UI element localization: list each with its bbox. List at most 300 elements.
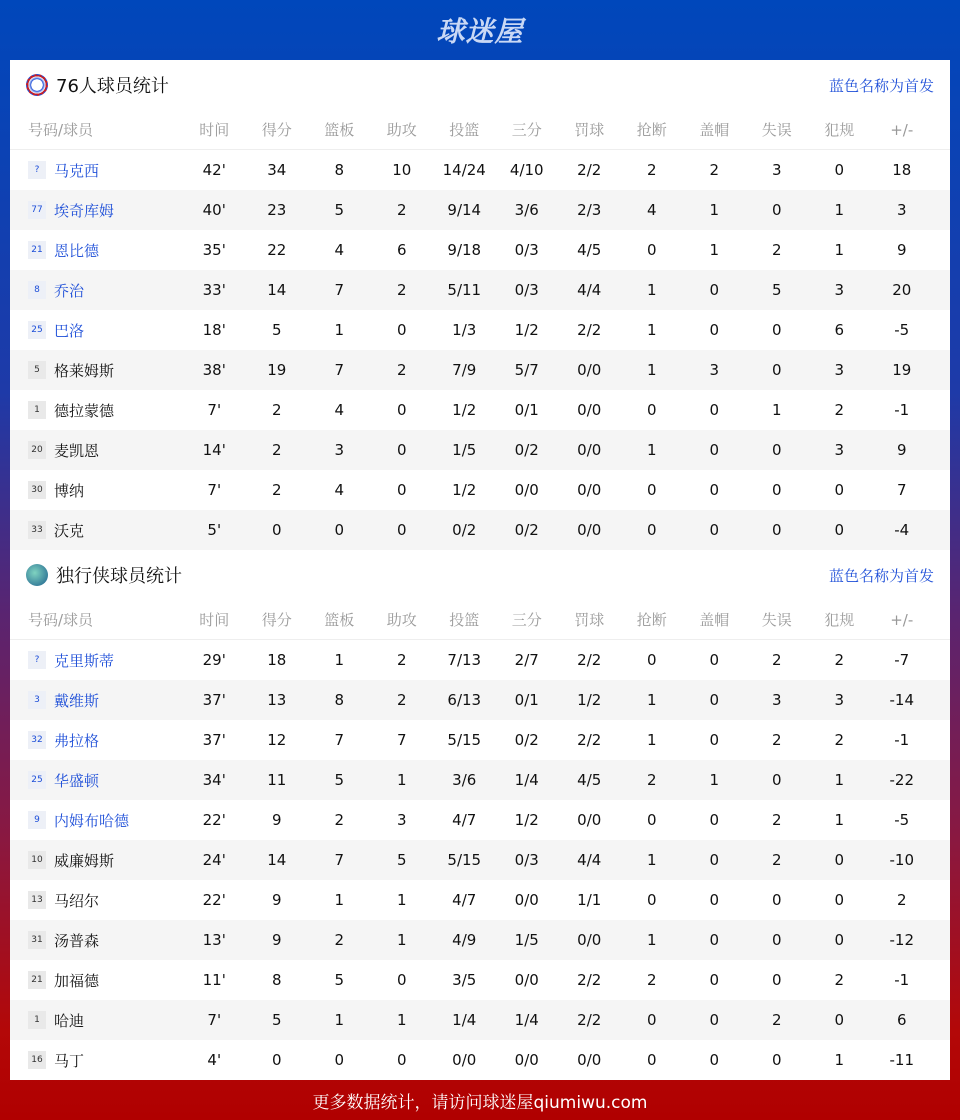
stat-3p: 2/7	[514, 651, 539, 669]
stat-pf: 3	[834, 281, 845, 299]
table-row[interactable]	[10, 190, 950, 230]
stat-blk: 0	[709, 481, 720, 499]
stat-fg: 1/5	[452, 441, 477, 459]
stat-reb: 1	[334, 321, 345, 339]
stat-ast: 2	[396, 651, 407, 669]
stat-tov: 0	[771, 481, 782, 499]
stat-pts: 19	[267, 361, 287, 379]
stat-time: 7'	[207, 401, 222, 419]
stat-fg: 1/2	[452, 481, 477, 499]
stat-pm: -7	[894, 651, 910, 669]
jersey-number: 9	[28, 811, 46, 829]
player-name[interactable]: 乔治	[54, 281, 85, 300]
stat-time: 40'	[202, 201, 226, 219]
stat-pf: 1	[834, 1051, 845, 1069]
stat-pm: 19	[892, 361, 912, 379]
player-name[interactable]: 威廉姆斯	[54, 851, 115, 870]
stat-tov: 2	[771, 241, 782, 259]
stat-ft: 2/2	[577, 321, 602, 339]
stat-pf: 3	[834, 441, 845, 459]
stat-blk: 0	[709, 971, 720, 989]
stat-reb: 1	[334, 651, 345, 669]
stat-tov: 0	[771, 971, 782, 989]
stat-stl: 1	[646, 731, 657, 749]
stat-pts: 9	[271, 891, 282, 909]
stat-stl: 0	[646, 521, 657, 539]
stat-3p: 0/2	[514, 521, 539, 539]
stat-blk: 0	[709, 691, 720, 709]
stat-fg: 7/13	[447, 651, 482, 669]
table-row[interactable]	[10, 880, 950, 920]
jersey-number: 1	[28, 401, 46, 419]
player-name[interactable]: 沃克	[54, 521, 85, 540]
column-header: 三分	[511, 121, 542, 139]
stat-ft: 2/2	[577, 161, 602, 179]
stat-reb: 1	[334, 891, 345, 909]
jersey-number: 32	[28, 731, 46, 749]
column-header: 失误	[761, 121, 792, 139]
stat-pf: 0	[834, 891, 845, 909]
stat-ft: 2/2	[577, 651, 602, 669]
stat-fg: 0/2	[452, 521, 477, 539]
stat-3p: 0/0	[514, 971, 539, 989]
stat-pm: -4	[894, 521, 910, 539]
stat-stl: 1	[646, 441, 657, 459]
column-header: 犯规	[824, 611, 855, 629]
stat-fg: 1/3	[452, 321, 477, 339]
table-row[interactable]	[10, 920, 950, 960]
stat-stl: 1	[646, 931, 657, 949]
stat-3p: 0/0	[514, 481, 539, 499]
stat-ft: 4/4	[577, 281, 602, 299]
jersey-number: 25	[28, 771, 46, 789]
stat-time: 13'	[202, 931, 226, 949]
stat-pf: 3	[834, 361, 845, 379]
stat-pm: -1	[894, 731, 910, 749]
stat-pm: 2	[896, 891, 907, 909]
stat-time: 7'	[207, 1011, 222, 1029]
table-row[interactable]	[10, 150, 950, 190]
site-logo: 球迷屋	[436, 15, 524, 48]
stat-time: 24'	[202, 851, 226, 869]
table-row[interactable]	[10, 720, 950, 760]
stat-reb: 4	[334, 401, 345, 419]
stat-ast: 2	[396, 361, 407, 379]
stat-3p: 0/3	[514, 281, 539, 299]
stat-ft: 1/1	[577, 891, 602, 909]
starter-hint: 蓝色名称为首发	[828, 76, 934, 95]
stat-ast: 1	[396, 771, 407, 789]
stat-reb: 0	[334, 521, 345, 539]
stat-pm: 9	[896, 241, 907, 259]
stat-tov: 1	[771, 401, 782, 419]
stat-tov: 0	[771, 771, 782, 789]
stat-pf: 2	[834, 651, 845, 669]
stat-blk: 0	[709, 931, 720, 949]
stat-time: 7'	[207, 481, 222, 499]
stat-pf: 1	[834, 241, 845, 259]
stat-pm: 3	[896, 201, 907, 219]
column-header: 犯规	[824, 121, 855, 139]
player-name[interactable]: 德拉蒙德	[54, 401, 115, 420]
stat-ast: 7	[396, 731, 407, 749]
stat-ast: 5	[396, 851, 407, 869]
stat-time: 22'	[202, 891, 226, 909]
stat-3p: 0/3	[514, 851, 539, 869]
stat-pf: 6	[834, 321, 845, 339]
table-row[interactable]	[10, 310, 950, 350]
table-row[interactable]	[10, 1040, 950, 1080]
stat-blk: 0	[709, 1011, 720, 1029]
jersey-number: 20	[28, 441, 46, 459]
stat-fg: 9/18	[447, 241, 482, 259]
stat-ast: 10	[392, 161, 412, 179]
stat-fg: 4/7	[452, 891, 477, 909]
stat-time: 38'	[202, 361, 226, 379]
table-row[interactable]	[10, 270, 950, 310]
stat-reb: 7	[334, 731, 345, 749]
stat-stl: 1	[646, 691, 657, 709]
stat-ast: 0	[396, 971, 407, 989]
table-header	[10, 110, 950, 150]
stat-pm: 9	[896, 441, 907, 459]
stat-fg: 3/5	[452, 971, 477, 989]
stat-ft: 1/2	[577, 691, 602, 709]
column-header: 抢断	[636, 611, 667, 629]
stat-pf: 0	[834, 481, 845, 499]
table-row[interactable]	[10, 350, 950, 390]
stat-pf: 0	[834, 521, 845, 539]
stat-tov: 5	[771, 281, 782, 299]
jersey-number: 16	[28, 1051, 46, 1069]
table-row[interactable]	[10, 800, 950, 840]
jersey-number: 5	[28, 361, 46, 379]
jersey-number: 33	[28, 521, 46, 539]
stat-ast: 0	[396, 481, 407, 499]
table-row[interactable]	[10, 760, 950, 800]
stat-time: 35'	[202, 241, 226, 259]
stat-pts: 22	[267, 241, 287, 259]
stat-tov: 2	[771, 1011, 782, 1029]
player-name[interactable]: 内姆布哈德	[54, 811, 130, 830]
player-name[interactable]: 汤普森	[54, 931, 100, 950]
stat-tov: 2	[771, 651, 782, 669]
stat-pf: 0	[834, 931, 845, 949]
stat-pm: 18	[892, 161, 912, 179]
stat-3p: 1/2	[514, 811, 539, 829]
stat-ft: 0/0	[577, 811, 602, 829]
stat-pm: 7	[896, 481, 907, 499]
stat-3p: 0/0	[514, 1051, 539, 1069]
stat-fg: 7/9	[452, 361, 477, 379]
player-name[interactable]: 克里斯蒂	[54, 651, 115, 670]
stat-stl: 2	[646, 161, 657, 179]
stat-stl: 1	[646, 851, 657, 869]
stat-tov: 0	[771, 521, 782, 539]
column-header: 号码/球员	[28, 611, 94, 629]
player-name[interactable]: 华盛顿	[54, 771, 100, 790]
stat-pm: -5	[894, 321, 910, 339]
stat-time: 11'	[202, 971, 226, 989]
stat-stl: 1	[646, 281, 657, 299]
table-row[interactable]	[10, 640, 950, 680]
stat-pts: 13	[267, 691, 287, 709]
stat-ft: 2/2	[577, 731, 602, 749]
stat-tov: 0	[771, 1051, 782, 1069]
stat-blk: 0	[709, 321, 720, 339]
stat-fg: 4/9	[452, 931, 477, 949]
jersey-number: 3	[28, 691, 46, 709]
column-header: 投篮	[449, 611, 480, 629]
player-name[interactable]: 弗拉格	[54, 731, 100, 750]
stat-blk: 0	[709, 811, 720, 829]
stat-pm: -1	[894, 971, 910, 989]
column-header: 罚球	[574, 611, 605, 629]
stat-blk: 0	[709, 1051, 720, 1069]
stat-3p: 1/4	[514, 1011, 539, 1029]
stat-pts: 34	[267, 161, 287, 179]
stat-pm: -14	[889, 691, 914, 709]
column-header: 篮板	[324, 611, 355, 629]
stat-pm: -1	[894, 401, 910, 419]
player-name[interactable]: 马丁	[54, 1051, 85, 1070]
stat-time: 33'	[202, 281, 226, 299]
stat-pm: -22	[889, 771, 914, 789]
stat-3p: 0/3	[514, 241, 539, 259]
stat-pts: 2	[271, 401, 282, 419]
stat-blk: 0	[709, 441, 720, 459]
starter-hint: 蓝色名称为首发	[828, 566, 934, 585]
stat-ast: 2	[396, 281, 407, 299]
stat-reb: 8	[334, 691, 345, 709]
stat-ft: 0/0	[577, 1051, 602, 1069]
player-name[interactable]: 戴维斯	[54, 691, 100, 710]
jersey-number: 25	[28, 321, 46, 339]
stat-pts: 14	[267, 281, 287, 299]
table-row[interactable]	[10, 470, 950, 510]
table-row[interactable]	[10, 840, 950, 880]
stat-ast: 1	[396, 891, 407, 909]
stat-pm: -11	[889, 1051, 914, 1069]
jersey-number: 8	[28, 281, 46, 299]
stat-pts: 5	[271, 321, 282, 339]
stat-tov: 2	[771, 731, 782, 749]
stat-reb: 4	[334, 481, 345, 499]
stat-ft: 0/0	[577, 401, 602, 419]
stat-ft: 0/0	[577, 931, 602, 949]
table-header	[10, 600, 950, 640]
stat-stl: 4	[646, 201, 657, 219]
team-logo-icon	[26, 564, 48, 586]
table-row[interactable]	[10, 230, 950, 270]
player-name[interactable]: 加福德	[54, 971, 100, 990]
stat-3p: 1/4	[514, 771, 539, 789]
stat-blk: 1	[709, 241, 720, 259]
player-name[interactable]: 马绍尔	[54, 891, 100, 910]
team-section	[10, 550, 950, 1080]
stat-stl: 1	[646, 321, 657, 339]
table-row[interactable]	[10, 960, 950, 1000]
stat-blk: 3	[709, 361, 720, 379]
stat-tov: 2	[771, 851, 782, 869]
jersey-number: 31	[28, 931, 46, 949]
player-name[interactable]: 巴洛	[54, 321, 85, 340]
player-name[interactable]: 麦凯恩	[54, 441, 100, 460]
stat-pf: 1	[834, 201, 845, 219]
stat-stl: 0	[646, 891, 657, 909]
stat-pf: 1	[834, 771, 845, 789]
stat-pts: 2	[271, 441, 282, 459]
stat-pts: 11	[267, 771, 287, 789]
stat-fg: 5/15	[447, 851, 482, 869]
section-header	[10, 60, 950, 110]
jersey-number: ?	[28, 161, 46, 179]
table-row[interactable]	[10, 680, 950, 720]
table-row[interactable]	[10, 430, 950, 470]
stat-ft: 0/0	[577, 441, 602, 459]
stat-pf: 0	[834, 1011, 845, 1029]
footer-text: 更多数据统计，请访问球迷屋qiumiwu.com	[312, 1092, 648, 1113]
table-row[interactable]	[10, 390, 950, 430]
stat-tov: 2	[771, 811, 782, 829]
stat-reb: 1	[334, 1011, 345, 1029]
stat-pts: 23	[267, 201, 287, 219]
column-header: 号码/球员	[28, 121, 94, 139]
stat-pts: 8	[271, 971, 282, 989]
player-name[interactable]: 格莱姆斯	[54, 361, 115, 380]
column-header: 失误	[761, 611, 792, 629]
column-header: 时间	[199, 121, 230, 139]
stat-stl: 2	[646, 771, 657, 789]
stat-stl: 0	[646, 811, 657, 829]
stat-pts: 0	[271, 521, 282, 539]
stat-3p: 0/2	[514, 731, 539, 749]
stat-reb: 7	[334, 851, 345, 869]
stat-ft: 4/5	[577, 241, 602, 259]
column-header: 篮板	[324, 121, 355, 139]
stat-pts: 2	[271, 481, 282, 499]
stat-3p: 3/6	[514, 201, 539, 219]
stat-ast: 1	[396, 931, 407, 949]
stat-blk: 0	[709, 731, 720, 749]
stat-reb: 5	[334, 771, 345, 789]
jersey-number: 77	[28, 201, 46, 219]
stat-pts: 0	[271, 1051, 282, 1069]
jersey-number: 1	[28, 1011, 46, 1029]
team-section	[10, 60, 950, 550]
stat-fg: 14/24	[442, 161, 486, 179]
column-header: 时间	[199, 611, 230, 629]
stat-tov: 0	[771, 891, 782, 909]
stat-pm: -5	[894, 811, 910, 829]
player-name[interactable]: 哈迪	[54, 1011, 85, 1030]
stat-time: 42'	[202, 161, 226, 179]
stat-blk: 0	[709, 651, 720, 669]
stat-blk: 1	[709, 201, 720, 219]
stat-3p: 1/2	[514, 321, 539, 339]
stat-stl: 0	[646, 1051, 657, 1069]
stat-ast: 2	[396, 201, 407, 219]
stat-tov: 0	[771, 931, 782, 949]
stat-time: 34'	[202, 771, 226, 789]
stat-reb: 5	[334, 971, 345, 989]
player-name[interactable]: 马克西	[54, 161, 100, 180]
stat-pf: 1	[834, 811, 845, 829]
site-header	[0, 0, 960, 60]
stat-pts: 5	[271, 1011, 282, 1029]
table-row[interactable]	[10, 1000, 950, 1040]
column-header: 抢断	[636, 121, 667, 139]
stat-ft: 0/0	[577, 361, 602, 379]
stat-pts: 14	[267, 851, 287, 869]
stat-fg: 6/13	[447, 691, 482, 709]
stat-ast: 1	[396, 1011, 407, 1029]
stat-ast: 0	[396, 401, 407, 419]
jersey-number: ?	[28, 651, 46, 669]
stat-fg: 0/0	[452, 1051, 477, 1069]
stat-stl: 1	[646, 361, 657, 379]
stat-pm: -12	[889, 931, 914, 949]
stat-3p: 0/1	[514, 691, 539, 709]
jersey-number: 21	[28, 971, 46, 989]
stat-3p: 0/0	[514, 891, 539, 909]
stat-pf: 2	[834, 401, 845, 419]
stat-tov: 3	[771, 161, 782, 179]
stat-blk: 0	[709, 521, 720, 539]
stat-pm: 20	[892, 281, 912, 299]
stat-reb: 0	[334, 1051, 345, 1069]
column-header: 助攻	[386, 121, 417, 139]
stat-stl: 2	[646, 971, 657, 989]
stat-3p: 1/5	[514, 931, 539, 949]
column-header: 得分	[261, 611, 292, 629]
stat-3p: 0/1	[514, 401, 539, 419]
player-name[interactable]: 博纳	[54, 481, 85, 500]
stat-pm: -10	[889, 851, 914, 869]
stat-pts: 9	[271, 931, 282, 949]
stat-tov: 0	[771, 441, 782, 459]
section-title: 76人球员统计	[56, 76, 169, 97]
stat-time: 22'	[202, 811, 226, 829]
stat-time: 14'	[202, 441, 226, 459]
stat-tov: 0	[771, 321, 782, 339]
column-header: +/-	[890, 120, 914, 139]
stat-reb: 3	[334, 441, 345, 459]
stat-stl: 0	[646, 481, 657, 499]
stat-3p: 4/10	[509, 161, 544, 179]
stat-reb: 7	[334, 281, 345, 299]
stat-time: 37'	[202, 691, 226, 709]
column-header: 三分	[511, 611, 542, 629]
stat-pm: 6	[896, 1011, 907, 1029]
stat-blk: 0	[709, 401, 720, 419]
stat-blk: 1	[709, 771, 720, 789]
player-name[interactable]: 埃奇库姆	[54, 201, 115, 220]
team-logo-icon	[26, 74, 48, 96]
stat-ast: 0	[396, 441, 407, 459]
stat-pts: 18	[267, 651, 287, 669]
stat-reb: 8	[334, 161, 345, 179]
stat-reb: 7	[334, 361, 345, 379]
stat-time: 4'	[207, 1051, 222, 1069]
stat-fg: 3/6	[452, 771, 477, 789]
stat-time: 18'	[202, 321, 226, 339]
column-header: 盖帽	[699, 611, 730, 629]
player-name[interactable]: 恩比德	[54, 241, 100, 260]
stat-stl: 0	[646, 651, 657, 669]
table-row[interactable]	[10, 510, 950, 550]
stat-time: 29'	[202, 651, 226, 669]
